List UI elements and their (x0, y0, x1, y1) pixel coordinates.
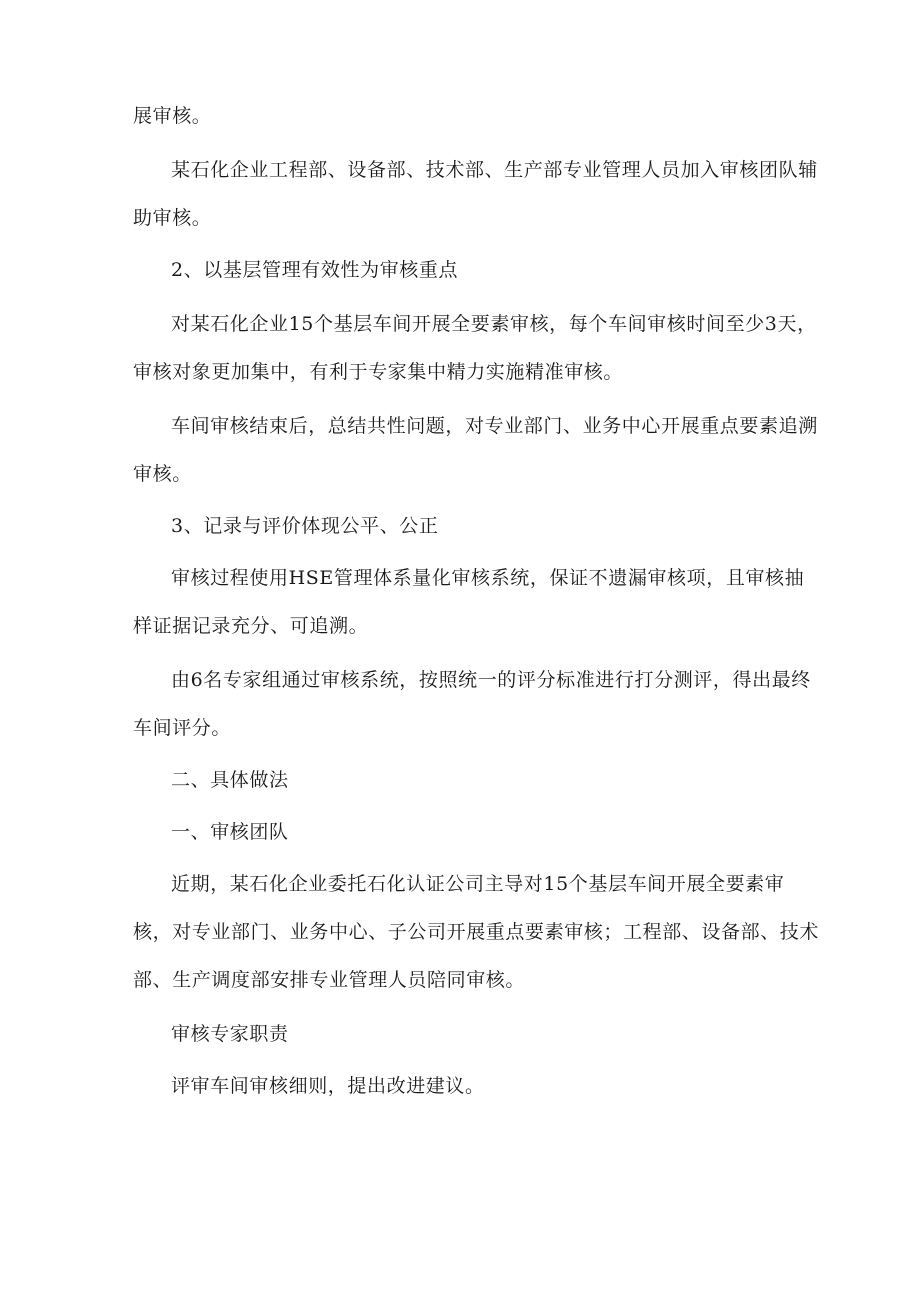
paragraph-expert-scoring: 由6名专家组通过审核系统，按照统一的评分标准进行打分测评，得出最终车间评分。 (133, 669, 811, 739)
section-heading-3: 3、记录与评价体现公平、公正 (171, 515, 439, 537)
paragraph-traceback-audit: 车间审核结束后，总结共性问题，对专业部门、业务中心开展重点要素追溯审核。 (133, 415, 818, 485)
section-heading-audit-team: 一、审核团队 (171, 821, 289, 843)
paragraph-continuation: 展审核。 (133, 105, 212, 127)
paragraph-audit-team-support: 某石化企业工程部、设备部、技术部、生产部专业管理人员加入审核团队辅助审核。 (133, 159, 818, 229)
paragraph-full-element-audit: 对某石化企业15个基层车间开展全要素审核，每个车间审核时间至少3天，审核对象更加集中，有利于专家集中精力实施精准审核。 (133, 313, 817, 383)
section-heading-expert-duties: 审核专家职责 (171, 1023, 289, 1045)
section-heading-methods: 二、具体做法 (171, 769, 289, 791)
section-heading-2: 2、以基层管理有效性为审核重点 (171, 259, 459, 281)
paragraph-hse-system: 审核过程使用HSE管理体系量化审核系统，保证不遗漏审核项，且审核抽样证据记录充分、可追溯。 (133, 567, 805, 637)
paragraph-recent-audit: 近期，某石化企业委托石化认证公司主导对15个基层车间开展全要素审核，对专业部门、业务中心、子公司开展重点要素审核；工程部、设备部、技术部、生产调度部安排专业管理人员陪同审核。 (133, 873, 820, 991)
paragraph-review-rules: 评审车间审核细则，提出改进建议。 (171, 1075, 485, 1097)
document-body (133, 92, 823, 1110)
